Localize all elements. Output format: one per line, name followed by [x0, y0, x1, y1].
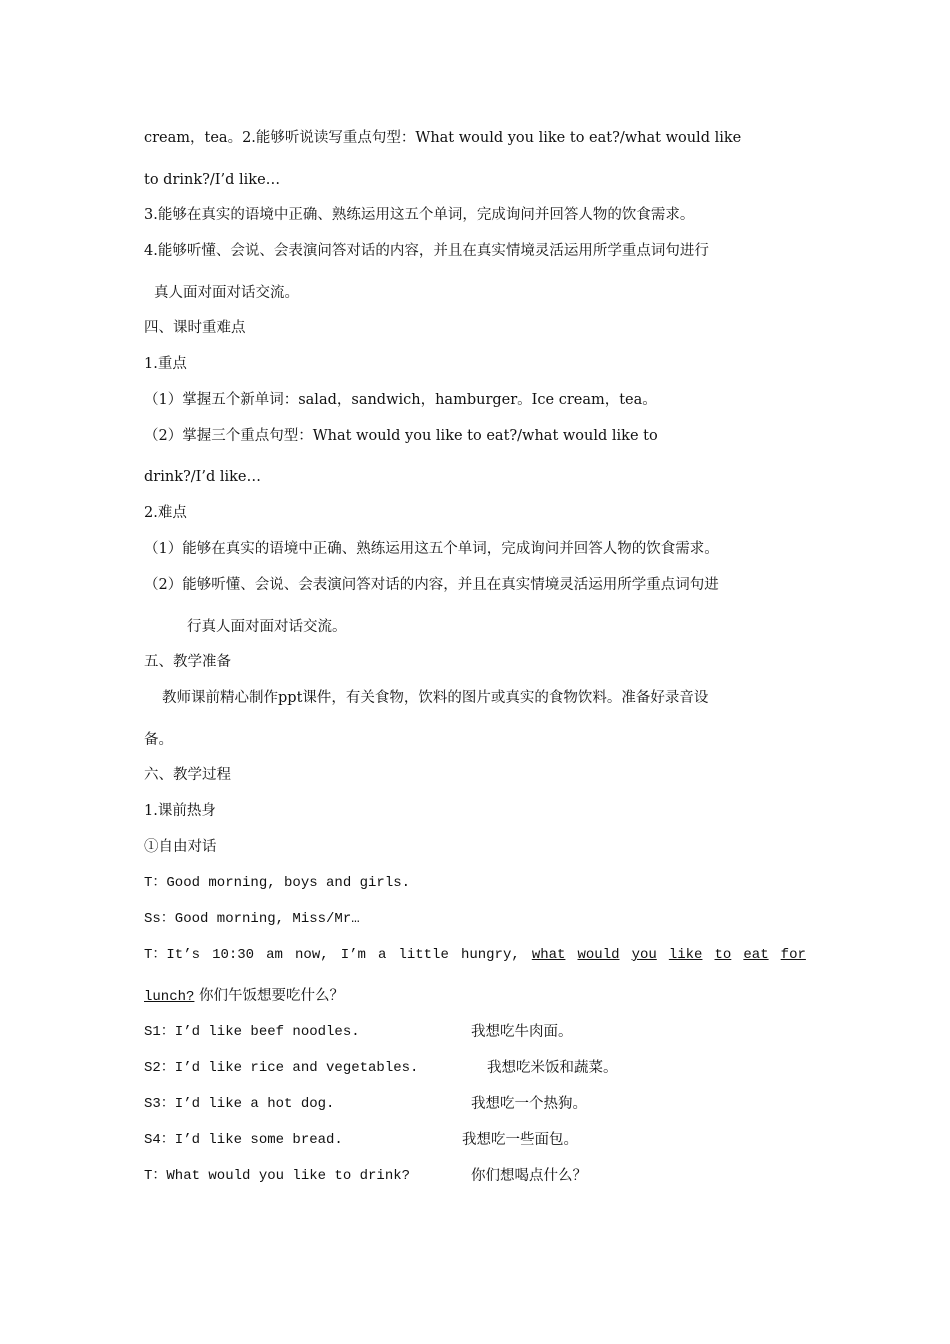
dialogue-s3-zh: 我想吃一个热狗。 [471, 1096, 587, 1112]
underlined-word: eat [743, 947, 769, 963]
difficult-point-2-line-1: （2）能够听懂、会说、会表演问答对话的内容，并且在真实情境灵活运用所学重点词句进 [144, 577, 719, 593]
underlined-word: like [668, 947, 703, 963]
teacher-greeting: T：Good morning, boys and girls. [144, 875, 411, 891]
dialogue-s4-zh: 我想吃一些面包。 [462, 1132, 578, 1148]
dialogue-s1-en: S1：I’d like beef noodles. [144, 1024, 360, 1040]
preparation-line-2: 备。 [144, 732, 173, 748]
preparation-line-1: 教师课前精心制作ppt课件，有关食物，饮料的图片或真实的食物饮料。准备好录音设 [162, 690, 709, 706]
dialogue-t-en: T：What would you like to drink? [144, 1168, 411, 1184]
section-4-heading: 四、课时重难点 [144, 320, 246, 336]
underlined-word: what [531, 947, 566, 963]
dialogue-s2-en: S2：I’d like rice and vegetables. [144, 1060, 419, 1076]
section-5-heading: 五、教学准备 [144, 654, 231, 670]
word: hungry, [460, 947, 520, 963]
key-point-2-line-1: （2）掌握三个重点句型：What would you like to eat?/what would like to [144, 428, 658, 444]
subheading-difficult-points: 2.难点 [144, 505, 187, 521]
students-greeting: Ss：Good morning, Miss/Mr… [144, 911, 360, 927]
difficult-point-2-line-2: 行真人面对面对话交流。 [187, 619, 347, 635]
word: I’m [340, 947, 366, 963]
objective-2-line-2: to drink?/I’d like… [144, 172, 281, 188]
objective-4-line-2: 真人面对面对话交流。 [154, 285, 299, 301]
subheading-key-points: 1.重点 [144, 356, 187, 372]
word: a [377, 947, 387, 963]
dialogue-s2-zh: 我想吃米饭和蔬菜。 [487, 1060, 618, 1076]
teacher-question-line-2 [144, 986, 344, 1007]
translation: 你们午饭想要吃什么？ [194, 988, 345, 1004]
word: little [398, 947, 449, 963]
objective-3: 3.能够在真实的语境中正确、熟练运用这五个单词，完成询问并回答人物的饮食需求。 [144, 207, 695, 223]
key-point-2-line-2: drink?/I’d like… [144, 469, 262, 485]
difficult-point-1: （1）能够在真实的语境中正确、熟练运用这五个单词，完成询问并回答人物的饮食需求。 [144, 541, 719, 557]
word: T：It’s [144, 947, 201, 963]
underlined-word: to [714, 947, 732, 963]
key-point-1: （1）掌握五个新单词：salad，sandwich，hamburger。Ice cream，tea。 [144, 392, 657, 408]
objective-2-line-1: cream，tea。2.能够听说读写重点句型：What would you like to eat?/what would like [144, 130, 742, 146]
free-talk-heading: ①自由对话 [144, 839, 217, 855]
underlined-word: would [577, 947, 620, 963]
underlined-word: lunch? [144, 989, 195, 1005]
teacher-question-line-1 [144, 945, 806, 965]
dialogue-s3-en: S3：I’d like a hot dog. [144, 1096, 335, 1112]
warm-up-heading: 1.课前热身 [144, 803, 216, 819]
underlined-word: you [631, 947, 657, 963]
word: am [266, 947, 283, 963]
underlined-word: for [780, 947, 806, 963]
objective-4-line-1: 4.能够听懂、会说、会表演问答对话的内容，并且在真实情境灵活运用所学重点词句进行 [144, 243, 709, 259]
word: now, [295, 947, 329, 963]
dialogue-s1-zh: 我想吃牛肉面。 [471, 1024, 573, 1040]
dialogue-s4-en: S4：I’d like some bread. [144, 1132, 343, 1148]
dialogue-t-zh: 你们想喝点什么？ [471, 1168, 587, 1184]
section-6-heading: 六、教学过程 [144, 767, 231, 783]
word: 10:30 [212, 947, 255, 963]
